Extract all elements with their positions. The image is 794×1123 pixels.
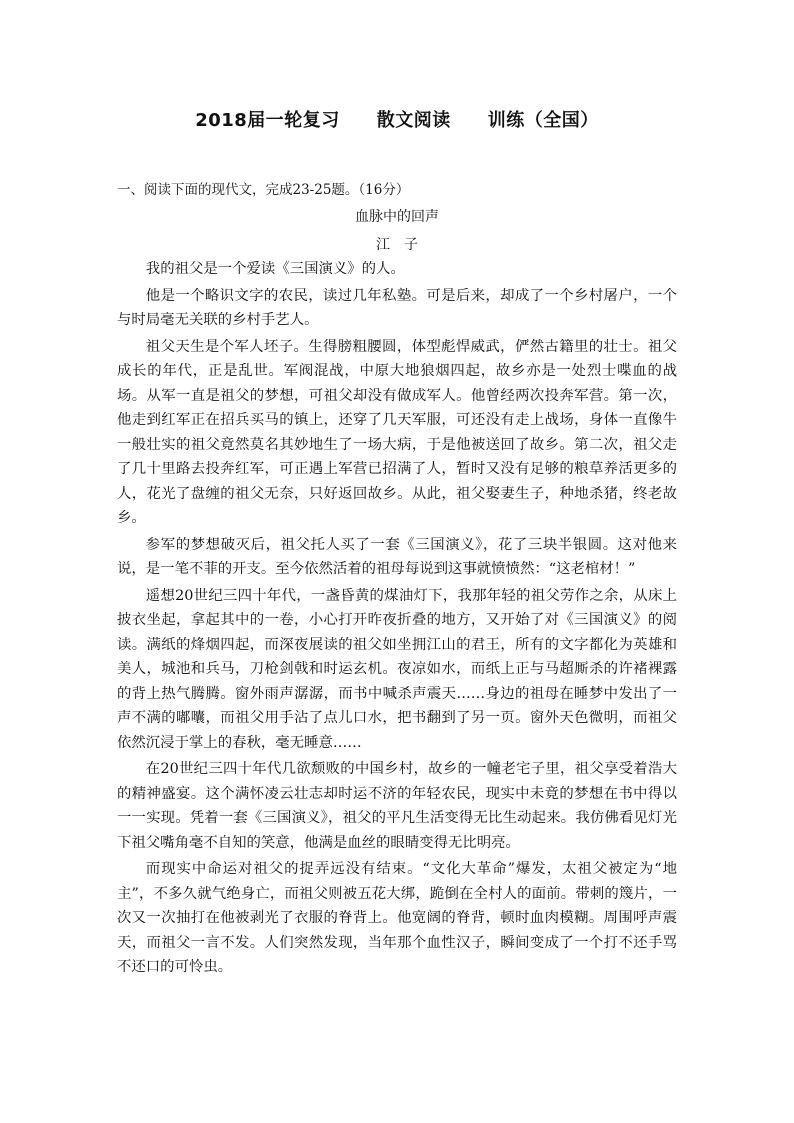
essay-body [117,257,677,982]
essay-author: 江 子 [376,237,418,253]
paragraph: 在20世纪三四十年代几欲颓败的中国乡村，故乡的一幢老宅子里，祖父享受着浩大的精神盛宴。这个满怀凌云壮志却时运不济的年轻农民，现实中未竟的梦想在书中得以一一实现。凭着一套《三国演义》，祖父的平凡生活变得无比生动起来。我仿佛看见灯光下祖父嘴角毫不自知的笑意，他满是血丝的眼睛变得无比明亮。 [117,761,677,851]
paragraph: 而现实中命运对祖父的捉弄远没有结束。“文化大革命”爆发，太祖父被定为“地主”，不多久就气绝身亡，而祖父则被五花大绑，跪倒在全村人的面前。带刺的篾片，一次又一次抽打在他被剥光了衣服的脊背上。他宽阔的脊背，顿时血肉模糊。周围呼声震天，而祖父一言不发。人们突然发现，当年那个血性汉子，瞬间变成了一个打不还手骂不还口的可怜虫。 [117,861,677,975]
paragraph: 我的祖父是一个爱读《三国演义》的人。 [145,261,405,277]
page-title: 2018届一轮复习 散文阅读 训练（全国） [195,110,599,131]
paragraph: 遥想20世纪三四十年代，一盏昏黄的煤油灯下，我那年轻的祖父劳作之余，从床上披衣坐起，拿起其中的一卷，小心打开昨夜折叠的地方，又开始了对《三国演义》的阅读。满纸的烽烟四起，而深夜展读的祖父如坐拥江山的君王，所有的文字都化为英雄和美人，城池和兵马，刀枪剑戟和时运玄机。夜凉如水，而纸上正与马超厮杀的许褚裸露的背上热气腾腾。窗外雨声潺潺，而书中喊杀声震天……身边的祖母在睡梦中发出了一声不满的嘟囔，而祖父用手沾了点儿口水，把书翻到了另一页。窗外天色微明，而祖父依然沉浸于掌上的春秋，毫无睡意…… [117,587,677,751]
paragraph: 祖父天生是个军人坯子。生得膀粗腰圆，体型彪悍威武，俨然古籍里的壮士。祖父成长的年代，正是乱世。军阀混战，中原大地狼烟四起，故乡亦是一处烈士喋血的战场。从军一直是祖父的梦想，可祖父却没有做成军人。他曾经两次投奔军营。第一次，他走到红军正在招兵买马的镇上，还穿了几天军服，可还没有走上战场，身体一直像牛一般壮实的祖父竟然莫名其妙地生了一场大病，于是他被送回了故乡。第二次，祖父走了几十里路去投奔红军，可正遇上军营已招满了人，暂时又没有足够的粮草养活更多的人，花光了盘缠的祖父无奈，只好返回故乡。从此，祖父娶妻生子，种地杀猪，终老故乡。 [117,338,677,526]
paragraph: 参军的梦想破灭后，祖父托人买了一套《三国演义》，花了三块半银圆。这对他来说，是一笔不菲的开支。至今依然活着的祖母每说到这事就愤愤然：“这老棺材！” [117,536,677,577]
essay-title: 血脉中的回声 [355,209,439,225]
paragraph: 他是一个略识文字的农民，读过几年私塾。可是后来，却成了一个乡村屠户，一个与时局毫无关联的乡村手艺人。 [117,287,677,328]
question-header: 一、阅读下面的现代文，完成23-25题。（16分） [117,182,410,198]
